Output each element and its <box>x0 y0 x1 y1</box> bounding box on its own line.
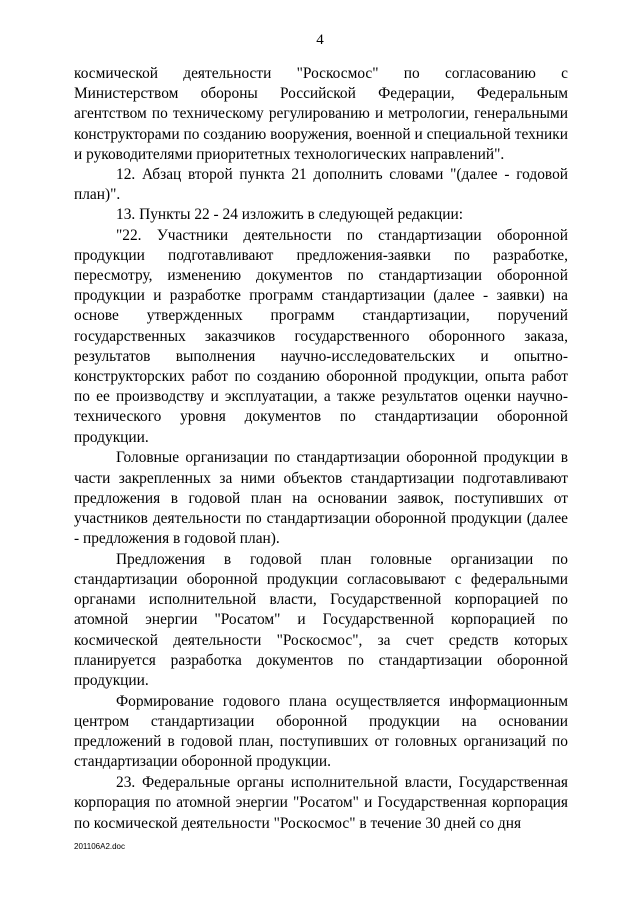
paragraph: космической деятельности "Роскосмос" по согласованию с Министерством обороны Российской Федерации, Федеральным агентством по техническому регулированию и метрологии, генеральными конструкторами по созданию вооружения, военной и специальной техники и руководителями приоритетных технологических направлений". <box>74 65 568 163</box>
paragraph: Предложения в годовой план головные организации по стандартизации оборонной продукции согласовывают с федеральными органами исполнительной власти, Государственной корпорацией по атомной энергии "Росатом" и Государственной корпорацией по космической деятельности "Роскосмос", за счет средств которых планируется разработка документов по стандартизации оборонной продукции. <box>74 550 568 690</box>
paragraph: 23. Федеральные органы исполнительной власти, Государственная корпорация по атомной энергии "Росатом" и Государственная корпорация по космической деятельности "Роскосмос" в течение 30 дней со дня <box>74 774 568 832</box>
paragraph: Формирование годового плана осуществляется информационным центром стандартизации оборонной продукции на основании предложений в годовой план, поступивших от головных организаций по стандартизации оборонной продукции. <box>74 692 568 771</box>
paragraph: "22. Участники деятельности по стандартизации оборонной продукции подготавливают предложения-заявки по разработке, пересмотру, изменению документов по стандартизации оборонной продукции и разработке программ стандартизации (далее - заявки) на основе утвержденных программ стандартизации, поручений государственных заказчиков государственного оборонного заказа, результатов выполнения научно-исследовательских и опытно-конструкторских работ по созданию оборонной продукции, опыта работ по ее производству и эксплуатации, а также результатов оценки научно-технического уровня документов по стандартизации оборонной продукции. <box>74 226 568 446</box>
document-body <box>74 64 568 834</box>
file-name-footer: 201106A2.doc <box>74 842 126 851</box>
page-number: 4 <box>316 32 324 48</box>
paragraph: 13. Пункты 22 - 24 изложить в следующей редакции: <box>116 206 464 224</box>
paragraph: Головные организации по стандартизации оборонной продукции в части закрепленных за ними объектов стандартизации подготавливают предложения в годовой план на основании заявок, поступивших от участников деятельности по стандартизации оборонной продукции (далее - предложения в годовой план). <box>74 449 568 548</box>
paragraph: 12. Абзац второй пункта 21 дополнить словами "(далее - годовой план)". <box>74 166 568 204</box>
